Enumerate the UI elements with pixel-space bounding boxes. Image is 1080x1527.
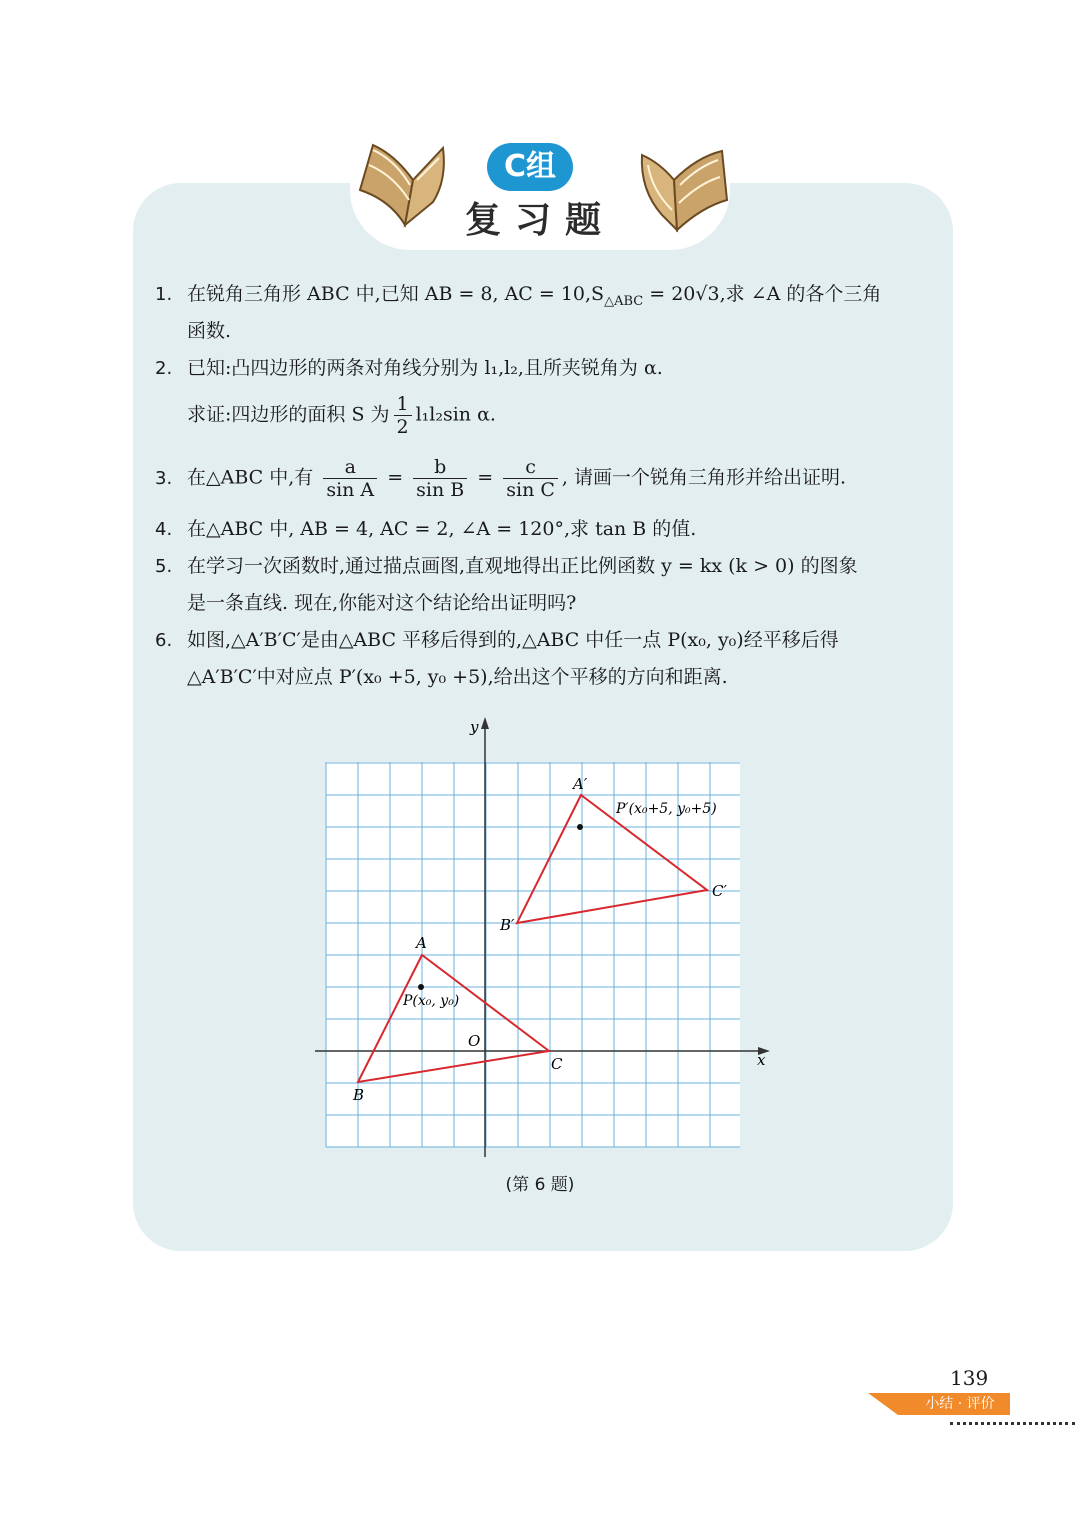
open-book-icon-right: [632, 145, 732, 235]
label-c-prime: C′: [712, 882, 727, 900]
label-a-prime: A′: [573, 775, 588, 793]
question-number: 6.: [155, 630, 173, 651]
equals-sign: =: [477, 466, 494, 489]
x-axis-label: x: [757, 1051, 766, 1069]
fraction-numerator: c: [525, 456, 536, 478]
point-p: [418, 984, 424, 990]
figure-caption: (第 6 题): [505, 1175, 575, 1195]
question-text: 在△ABC 中,有: [187, 466, 314, 489]
fraction-numerator: 1: [396, 393, 409, 415]
question-1-continued: 函数.: [187, 320, 232, 342]
question-number: 2.: [155, 358, 173, 379]
question-1: [155, 276, 881, 320]
point-p-prime: [577, 824, 583, 830]
y-axis-label: y: [470, 718, 479, 736]
y-axis-arrow-icon: [481, 717, 489, 729]
fraction-denominator: sin A: [323, 478, 377, 501]
question-number: 3.: [155, 467, 173, 489]
question-2: [155, 350, 663, 387]
label-c: C: [551, 1055, 563, 1073]
label-a: A: [416, 934, 427, 952]
question-text: 在锐角三角形 ABC 中,已知 AB = 8, AC = 10,S: [187, 283, 605, 305]
label-p: P(x₀, y₀): [403, 993, 460, 1009]
fraction-denominator: 2: [394, 415, 412, 438]
footer-dotted-line: [950, 1418, 1075, 1425]
fraction-half: [394, 393, 412, 438]
question-6: [155, 622, 839, 659]
fraction-b: [413, 456, 467, 501]
label-p-prime: P′(x₀+5, y₀+5): [616, 801, 717, 817]
equals-sign: =: [387, 466, 404, 489]
fraction-denominator: sin C: [503, 478, 558, 501]
question-text: 在学习一次函数时,通过描点画图,直观地得出正比例函数 y = kx (k > 0) 的图象: [187, 555, 858, 577]
prove-text: 求证:四边形的面积 S 为: [187, 403, 390, 426]
translation-figure: [300, 712, 790, 1162]
fraction-numerator: a: [344, 456, 356, 478]
question-text: 如图,△A′B′C′是由△ABC 平移后得到的,△ABC 中任一点 P(x₀, y₀)经平移后得: [187, 629, 839, 651]
question-number: 4.: [155, 519, 173, 540]
question-4: [155, 511, 696, 548]
question-5-continued: 是一条直线. 现在,你能对这个结论给出证明吗?: [187, 592, 577, 614]
question-6-continued: △A′B′C′中对应点 P′(x₀ +5, y₀ +5),给出这个平移的方向和距离.: [187, 666, 728, 688]
question-text: , 请画一个锐角三角形并给出证明.: [561, 466, 847, 489]
open-book-icon-left: [355, 140, 450, 230]
question-3: [155, 456, 846, 501]
question-text: = 20√3,求 ∠A 的各个三角: [643, 283, 882, 305]
fraction-numerator: b: [434, 456, 447, 478]
prove-text: l₁l₂sin α.: [415, 403, 496, 426]
subscript: △ABC: [604, 293, 644, 309]
page-number: 139: [950, 1366, 989, 1390]
section-title: 复习题: [464, 200, 615, 241]
label-b-prime: B′: [500, 916, 515, 934]
question-5: [155, 548, 858, 585]
fraction-c: [503, 456, 558, 501]
group-badge: C组: [487, 143, 573, 191]
question-text: 在△ABC 中, AB = 4, AC = 2, ∠A = 120°,求 tan B 的值.: [187, 518, 697, 540]
question-2-prove: [187, 393, 496, 438]
question-text: 已知:凸四边形的两条对角线分别为 l₁,l₂,且所夹锐角为 α.: [187, 357, 663, 379]
fraction-denominator: sin B: [413, 478, 467, 501]
footer-section-label: 小结 · 评价: [925, 1396, 995, 1412]
question-number: 5.: [155, 556, 173, 577]
origin-label: O: [468, 1032, 481, 1050]
fraction-a: [323, 456, 377, 501]
question-number: 1.: [155, 284, 173, 305]
label-b: B: [353, 1086, 365, 1104]
